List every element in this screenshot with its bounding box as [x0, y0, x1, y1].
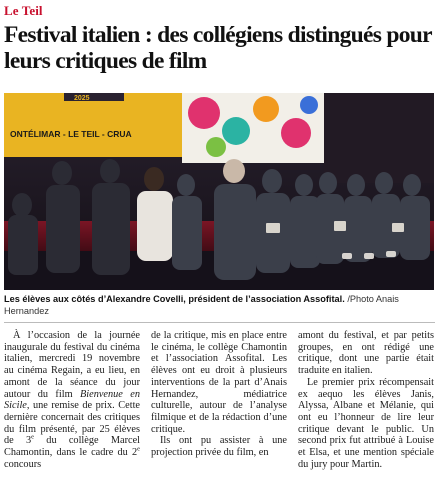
- paragraph: [4, 330, 140, 470]
- paragraph: amont du festival, et par petits groupes, en ont rédigé une critique, dont une partie était traduite en italien.: [298, 330, 434, 377]
- paragraph: de la critique, mis en place entre le cinéma, le collège Chamontin et l’association Assofital. Les élèves ont eu droit à plusieurs interventions de la part d’Anais Hernandez, médiatrice culturelle, autour de l’analyse filmique et de la rédaction d’une critique.: [151, 330, 287, 435]
- article-column-1: [4, 330, 140, 470]
- article-photo: [4, 93, 434, 290]
- photo-illustration: [4, 93, 434, 290]
- film-title: Bienvenue en Sicile: [4, 388, 140, 412]
- article-column-2: [151, 330, 287, 459]
- section-kicker: Le Teil: [4, 3, 43, 18]
- divider: [4, 322, 435, 323]
- superscript: e: [31, 433, 35, 441]
- screen-year: 2025: [74, 95, 90, 102]
- screen-text: ONTÉLIMAR - LE TEIL - CRUA: [10, 129, 132, 139]
- superscript: e: [137, 445, 140, 453]
- text-run: À l’occasion de la journée inaugurale du festival du cinéma italien, mercredi 19 novembre au cinéma Regain, a eu lieu, en amont de la séance du jour autour du film: [4, 330, 140, 400]
- screen-left-panel: [4, 93, 184, 157]
- photo-credit: /Photo Anais Hernandez: [4, 294, 399, 316]
- paragraph: Ils ont pu assister à une projection privée du film, en: [151, 435, 287, 459]
- paragraph: Le premier prix récompensait ex aequo les élèves Janis, Alyssa, Albane et Mélanie, qui ont eu l’honneur de lire leur critique devant le public. Un second prix fut attribué à Louise et Elsa, et une mention spéciale du jury pour Martin.: [298, 376, 434, 470]
- text-run: , une remise de prix. Cette dernière concernait des critiques du film présenté, par 25 élèves de 3: [4, 400, 140, 447]
- text-run: concours: [4, 458, 42, 470]
- text-run: du collège Marcel Chamontin, dans le cadre du 2: [4, 435, 140, 459]
- article-column-3: [298, 330, 434, 470]
- caption-text: Les élèves aux côtés d’Alexandre Covelli, président de l’association Assofital.: [4, 294, 345, 304]
- headline: Festival italien : des collégiens distingués pour leurs critiques de film: [4, 22, 432, 74]
- photo-caption: [4, 293, 435, 317]
